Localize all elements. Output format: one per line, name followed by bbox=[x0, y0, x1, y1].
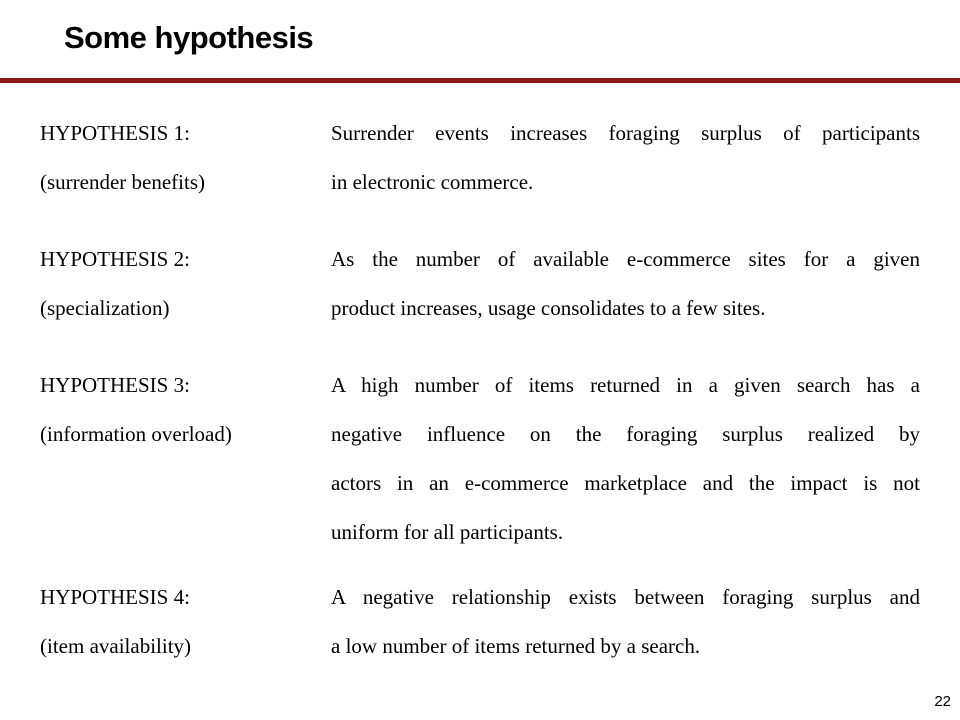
hypothesis-1 bbox=[40, 109, 920, 207]
hypothesis-4-label: (item availability) bbox=[40, 634, 192, 658]
hypothesis-2 bbox=[40, 235, 920, 333]
hypothesis-3-label: (information overload) bbox=[40, 422, 232, 446]
title-rule bbox=[0, 78, 960, 83]
hypothesis-4-line-2: a low number of items returned by a search. bbox=[331, 634, 701, 658]
hypothesis-3-line-1: A high number of items returned in a given search has a bbox=[331, 373, 920, 397]
hypothesis-3 bbox=[40, 361, 920, 557]
hypothesis-4-row-1 bbox=[40, 573, 920, 622]
hypothesis-1-label: (surrender benefits) bbox=[40, 170, 206, 194]
hypothesis-2-row-2 bbox=[40, 284, 920, 333]
hypothesis-3-line-4: uniform for all participants. bbox=[331, 520, 564, 544]
hypothesis-3-row-1 bbox=[40, 361, 920, 410]
hypothesis-1-line-2: in electronic commerce. bbox=[331, 170, 534, 194]
hypothesis-1-line-1: Surrender events increases foraging surplus of participants bbox=[331, 121, 920, 145]
hypothesis-3-line-2: negative influence on the foraging surplus realized by bbox=[331, 422, 920, 446]
hypothesis-4-line-1: A negative relationship exists between foraging surplus and bbox=[331, 585, 920, 609]
hypothesis-3-row-4 bbox=[40, 508, 920, 557]
hypothesis-3-row-2 bbox=[40, 410, 920, 459]
title-rule-bar bbox=[0, 78, 960, 83]
hypothesis-2-line-1: As the number of available e-commerce sites for a given bbox=[331, 247, 920, 271]
hypothesis-2-label: (specialization) bbox=[40, 296, 170, 320]
hypothesis-3-row-3 bbox=[40, 459, 920, 508]
page-number: 22 bbox=[934, 693, 951, 710]
hypothesis-1-row-2 bbox=[40, 158, 920, 207]
hypothesis-2-line-2: product increases, usage consolidates to a few sites. bbox=[331, 296, 766, 320]
hypothesis-2-row-1 bbox=[40, 235, 920, 284]
hypothesis-1-row-1 bbox=[40, 109, 920, 158]
hypothesis-4-row-2 bbox=[40, 622, 920, 671]
hypothesis-3-heading: HYPOTHESIS 3: bbox=[40, 373, 190, 397]
hypothesis-4-heading: HYPOTHESIS 4: bbox=[40, 585, 190, 609]
slide-title: Some hypothesis bbox=[64, 20, 314, 55]
hypothesis-4 bbox=[40, 573, 920, 671]
hypothesis-3-line-3: actors in an e-commerce marketplace and the impact is not bbox=[331, 471, 920, 495]
hypothesis-2-heading: HYPOTHESIS 2: bbox=[40, 247, 190, 271]
hypothesis-1-heading: HYPOTHESIS 1: bbox=[40, 121, 190, 145]
